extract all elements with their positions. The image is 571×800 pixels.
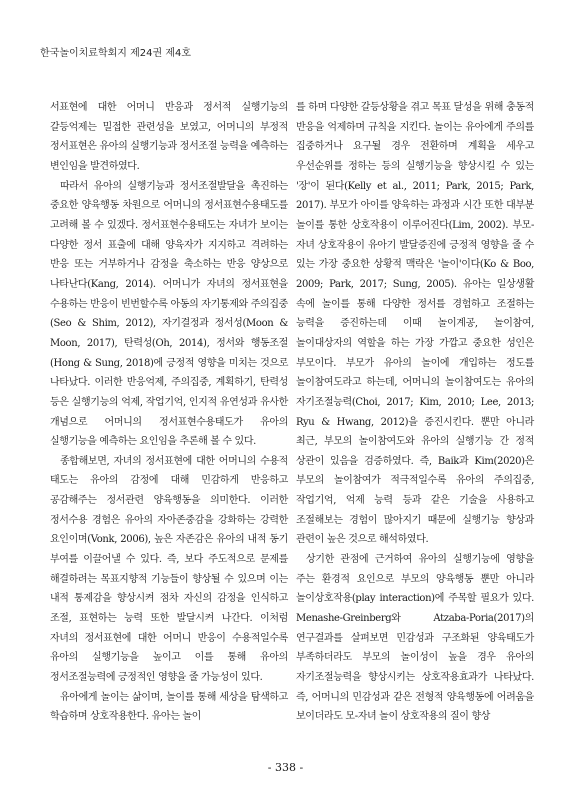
left-column	[50, 98, 288, 727]
right-column	[296, 98, 534, 727]
paragraph: 를 하며 다양한 갈등상황을 겪고 목표 달성을 위해 충동적 반응을 억제하며 규칙을 지킨다. 놀이는 유아에게 주의를 집중하거나 요구될 경우 전환하며 계획을 세우고 우선순위를 정하는 등의 실행기능을 향상시킬 수 있는 '장'이 된다(Kelly et al., 2011; Park, 2015; Park, 2017). 부모가 아이를 양육하는 과정과 시간 또한 대부분 놀이를 통한 상호작용이 이루어진다(Lim, 2002). 부모-자녀 상호작용이 유아기 발달증진에 긍정적 영향을 줄 수 있는 가장 중요한 상황적 맥락은 '놀이'이다(Ko & Boo, 2009; Park, 2017; Sung, 2005). 유아는 일상생활 속에 놀이를 통해 다양한 정서를 경험하고 조절하는 능력을 증진하는데 이때 놀이계공, 놀이참여, 놀이대상자의 역할을 하는 가장 가깝고 중요한 성인은 부모이다. 부모가 유아의 놀이에 개입하는 정도를 놀이참여도라고 하는데, 어머니의 놀이참여도는 유아의 자기조절능력(Choi, 2017; Kim, 2010; Lee, 2013; Ryu & Hwang, 2012)을 증진시킨다. 뿐만 아니라 최근, 부모의 놀이참여도와 유아의 실행기능 간 정적 상관이 있음을 검증하였다. 즉, Baik과 Kim(2020)은 부모의 놀이참여가 적극적일수록 유아의 주의집중, 작업기억, 억제 능력 등과 같은 기술을 사용하고 조절해보는 경험이 많아지기 때문에 실행기능 향상과 관련이 높은 것으로 해석하였다.	[296, 102, 534, 546]
paragraph: 상기한 관점에 근거하여 유아의 실행기능에 영향을 주는 환경적 요인으로 부모의 양육행동 뿐만 아니라 놀이상호작용(play interaction)에 주목할 필요가 있다. Menashe-Greinberg와 Atzaba-Poria(2017)의 연구결과를 살펴보면 민감성과 구조화된 양육태도가 부족하더라도 부모의 놀이성이 높을 경우 유아의 자기조절능력을 향상시키는 상호작용효과가 나타났다. 즉, 어머니의 민감성과 같은 전형적 양육행동에 어려움을 보이더라도 모-자녀 놀이 상호작용의 질이 향상	[296, 554, 534, 723]
paragraph: 종합해보면, 자녀의 정서표현에 대한 어머니의 수용적 태도는 유아의 감정에 대해 민감하게 반응하고 공감해주는 정서관련 양육행동을 의미한다. 이러한 정서수용 경험은 유아의 자아존중감을 강화하는 강력한 요인이며(Vonk, 2006), 높은 자존감은 유아의 내적 동기 부여를 이끌어낼 수 있다. 즉, 보다 주도적으로 문제를 해결하려는 목표지향적 기능들이 향상될 수 있으며 이는 내적 통제감을 향상시켜 점차 자신의 감정을 인식하고 조절, 표현하는 능력 또한 발달시켜 나간다. 이처럼 자녀의 정서표현에 대한 어머니 반응이 수용적일수록 유아의 실행기능을 높이고 이를 통해 유아의 정서조절능력에 긍정적인 영향을 줄 가능성이 있다.	[50, 455, 288, 684]
paragraph: 따라서 유아의 실행기능과 정서조절발달을 촉진하는 중요한 양육행동 차원으로 어머니의 정서표현수용태도를 고려해 볼 수 있겠다. 정서표현수용태도는 자녀가 보이는 다양한 정서 표출에 대해 양육자가 지지하고 격려하는 반응 또는 거부하거나 감정을 축소하는 반응 양상으로 나타난다(Kang, 2014). 어머니가 자녀의 정서표현을 수용하는 반응이 빈번할수록 아동의 자기통제와 주의집중(Seo & Shim, 2012), 자기결정과 정서성(Moon & Moon, 2017), 탄력성(Oh, 2014), 정서와 행동조절(Hong & Sung, 2018)에 긍정적 영향을 미치는 것으로 나타났다. 이러한 반응억제, 주의집중, 계획하기, 탄력성 등은 실행기능의 억제, 작업기억, 인지적 유연성과 유사한 개념으로 어머니의 정서표현수용태도가 유아의 실행기능을 예측하는 요인임을 추론해 볼 수 있다.	[50, 180, 288, 448]
paragraph: 유아에게 놀이는 삶이며, 놀이를 통해 세상을 탐색하고 학습하며 상호작용한다. 유아는 놀이	[50, 691, 288, 723]
page-number: - 338 -	[267, 761, 304, 774]
paragraph: 서표현에 대한 어머니 반응과 정서적 실행기능의 갈등억제는 밀접한 관련성을 보였고, 어머니의 부정적 정서표현은 유아의 실행기능과 정서조절 능력을 예측하는 변인임을 발견하였다.	[50, 102, 288, 172]
running-head: 한국놀이치료학회지 제24권 제4호	[40, 48, 192, 59]
